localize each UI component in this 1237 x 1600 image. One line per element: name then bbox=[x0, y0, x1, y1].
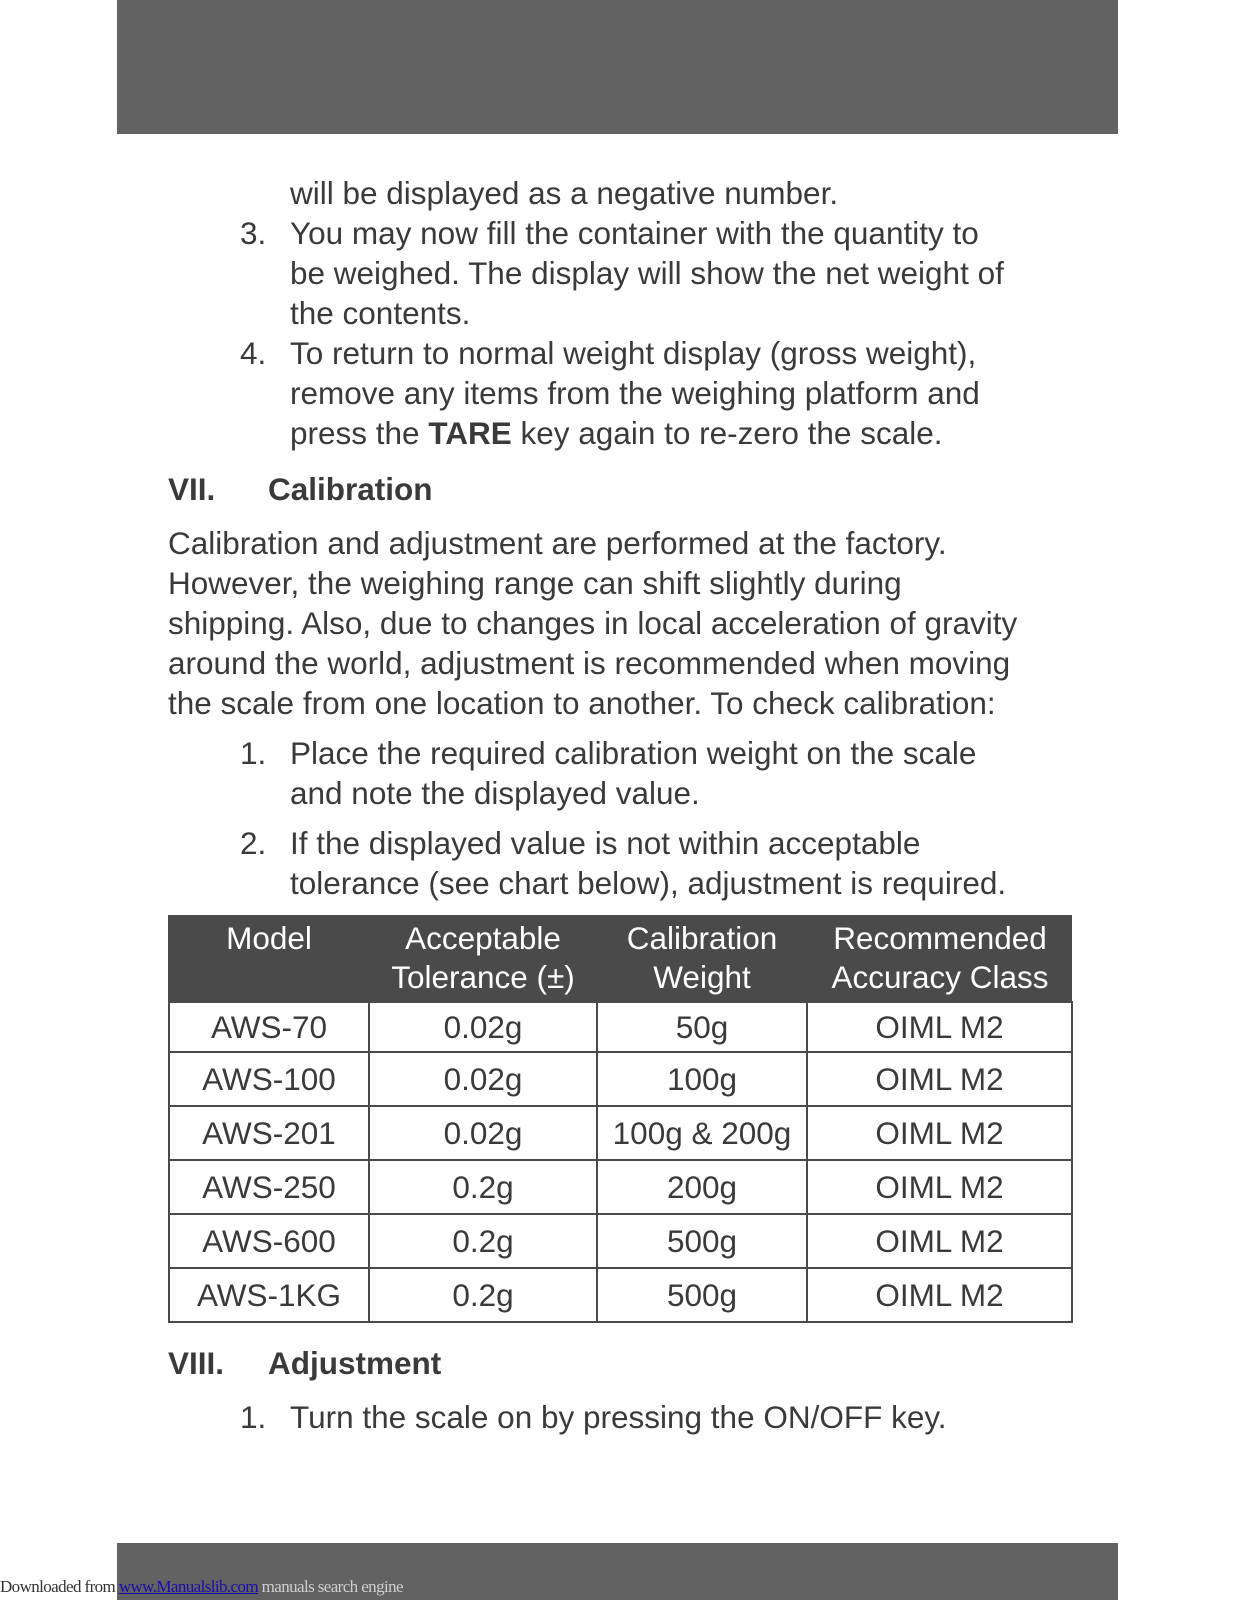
tare-step-4 bbox=[168, 333, 1073, 453]
manualslib-link[interactable]: www.Manualslib.com bbox=[118, 1577, 259, 1596]
section-heading-calibration bbox=[168, 469, 1073, 509]
step-line bbox=[290, 413, 1073, 453]
cell-model: AWS-201 bbox=[169, 1106, 369, 1160]
section-title: Calibration bbox=[268, 471, 433, 507]
cell-model: AWS-100 bbox=[169, 1052, 369, 1106]
calibration-step-1 bbox=[168, 733, 1073, 813]
section-heading-adjustment bbox=[168, 1343, 1073, 1383]
paragraph-line: Calibration and adjustment are performed at the factory. bbox=[168, 525, 947, 561]
cell-weight: 100g & 200g bbox=[597, 1106, 807, 1160]
paragraph-line: the scale from one location to another. To check calibration: bbox=[168, 685, 996, 721]
adjustment-step-1 bbox=[168, 1397, 1073, 1437]
step-line: If the displayed value is not within acceptable bbox=[290, 825, 921, 861]
paragraph-line: around the world, adjustment is recommended when moving bbox=[168, 645, 1011, 681]
step-number: 1. bbox=[240, 735, 267, 771]
footer-suffix: manuals search engine bbox=[258, 1577, 403, 1596]
cell-tolerance: 0.2g bbox=[369, 1268, 597, 1322]
cell-weight: 500g bbox=[597, 1214, 807, 1268]
table-row bbox=[169, 1160, 1072, 1214]
paragraph-line: shipping. Also, due to changes in local acceleration of gravity bbox=[168, 605, 1018, 641]
cell-tolerance: 0.02g bbox=[369, 1106, 597, 1160]
table-row bbox=[169, 1002, 1072, 1052]
cell-model: AWS-600 bbox=[169, 1214, 369, 1268]
cell-tolerance: 0.2g bbox=[369, 1160, 597, 1214]
cell-class: OIML M2 bbox=[807, 1268, 1072, 1322]
cell-weight: 200g bbox=[597, 1160, 807, 1214]
step-line: You may now fill the container with the quantity to bbox=[290, 215, 979, 251]
cell-tolerance: 0.2g bbox=[369, 1214, 597, 1268]
header-band bbox=[117, 0, 1118, 134]
cell-model: AWS-250 bbox=[169, 1160, 369, 1214]
page-content bbox=[168, 173, 1073, 1437]
step-number: 2. bbox=[240, 825, 267, 861]
cell-model: AWS-1KG bbox=[169, 1268, 369, 1322]
step-text: key again to re-zero the scale. bbox=[511, 415, 943, 451]
cell-class: OIML M2 bbox=[807, 1002, 1072, 1052]
header-accuracy-class: Recommended Accuracy Class bbox=[807, 915, 1072, 1002]
tolerance-table bbox=[168, 915, 1073, 1323]
continuation-text: will be displayed as a negative number. bbox=[290, 175, 839, 211]
step-line: remove any items from the weighing platform and bbox=[290, 375, 980, 411]
cell-class: OIML M2 bbox=[807, 1214, 1072, 1268]
header-calibration-weight: Calibration Weight bbox=[597, 915, 807, 1002]
cell-class: OIML M2 bbox=[807, 1160, 1072, 1214]
cell-class: OIML M2 bbox=[807, 1052, 1072, 1106]
step-text: press the bbox=[290, 415, 429, 451]
step-number: 4. bbox=[240, 335, 267, 371]
step-line: Place the required calibration weight on the scale bbox=[290, 735, 977, 771]
cell-weight: 100g bbox=[597, 1052, 807, 1106]
step-line: tolerance (see chart below), adjustment is required. bbox=[290, 865, 1007, 901]
cell-tolerance: 0.02g bbox=[369, 1052, 597, 1106]
table-row bbox=[169, 1214, 1072, 1268]
step-number: 1. bbox=[240, 1399, 267, 1435]
header-model: Model bbox=[169, 915, 369, 1002]
section-number: VII. bbox=[168, 471, 216, 507]
step-line: To return to normal weight display (gross weight), bbox=[290, 335, 977, 371]
step-line: be weighed. The display will show the net weight of bbox=[290, 255, 1004, 291]
table-row bbox=[169, 1106, 1072, 1160]
tare-key-label: TARE bbox=[428, 415, 512, 451]
step-line: and note the displayed value. bbox=[290, 775, 700, 811]
download-footer bbox=[0, 1577, 403, 1597]
table-row bbox=[169, 1052, 1072, 1106]
table-header-row bbox=[169, 915, 1072, 1002]
cell-weight: 500g bbox=[597, 1268, 807, 1322]
cell-model: AWS-70 bbox=[169, 1002, 369, 1052]
section-number: VIII. bbox=[168, 1345, 225, 1381]
tare-step-3 bbox=[168, 213, 1073, 333]
section-title: Adjustment bbox=[268, 1345, 442, 1381]
calibration-paragraph bbox=[168, 523, 1073, 723]
footer-prefix: Downloaded from bbox=[0, 1577, 119, 1596]
paragraph-line: However, the weighing range can shift slightly during bbox=[168, 565, 902, 601]
table-row bbox=[169, 1268, 1072, 1322]
header-tolerance: Acceptable Tolerance (±) bbox=[369, 915, 597, 1002]
step-line: the contents. bbox=[290, 295, 471, 331]
cell-tolerance: 0.02g bbox=[369, 1002, 597, 1052]
calibration-step-2 bbox=[168, 823, 1073, 903]
cell-weight: 50g bbox=[597, 1002, 807, 1052]
step-number: 3. bbox=[240, 215, 267, 251]
step-line: Turn the scale on by pressing the ON/OFF key. bbox=[290, 1399, 947, 1435]
cell-class: OIML M2 bbox=[807, 1106, 1072, 1160]
